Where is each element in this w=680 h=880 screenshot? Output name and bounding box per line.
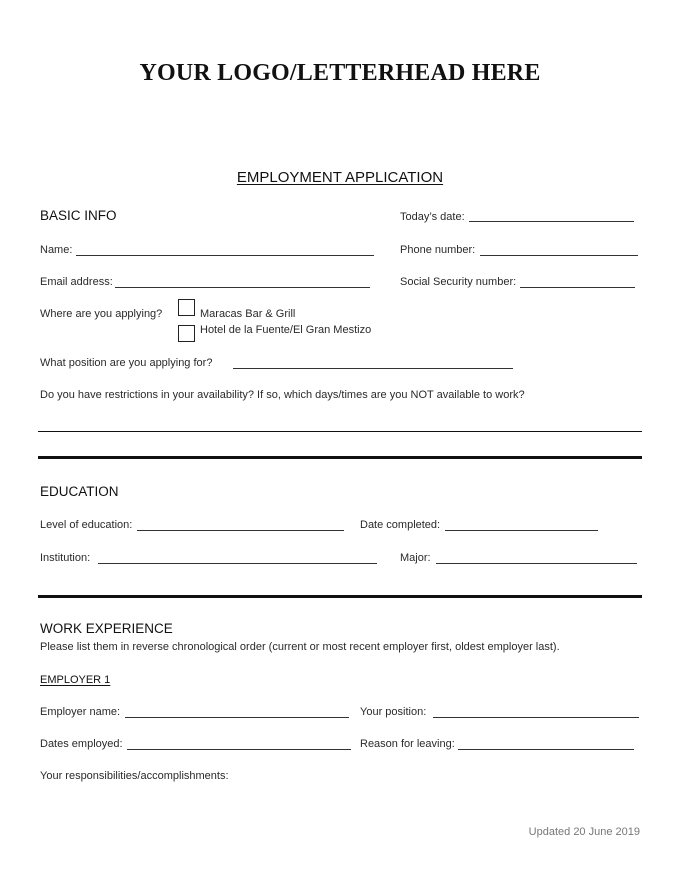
your-position-field[interactable] [433,717,639,718]
institution-field[interactable] [98,563,377,564]
updated-date: Updated 20 June 2019 [528,826,640,838]
education-level-field[interactable] [137,530,344,531]
basic-info-heading: BASIC INFO [40,208,117,223]
availability-restrictions-label: Do you have restrictions in your availability? If so, which days/times are you NOT available to work? [40,389,525,401]
dates-employed-label: Dates employed: [40,738,123,750]
availability-answer-line[interactable] [38,431,642,432]
education-heading: EDUCATION [40,484,119,499]
section-divider [38,595,642,598]
email-label: Email address: [40,276,113,288]
todays-date-label: Today’s date: [400,211,465,223]
location-label-maracas: Maracas Bar & Grill [200,308,296,320]
letterhead-placeholder: YOUR LOGO/LETTERHEAD HERE [139,60,541,86]
location-checkbox-hotel[interactable] [178,325,195,342]
ssn-field[interactable] [520,287,635,288]
institution-label: Institution: [40,552,91,564]
employer-name-label: Employer name: [40,706,121,718]
your-position-label: Your position: [360,706,427,718]
document-title: EMPLOYMENT APPLICATION [236,169,444,186]
major-label: Major: [400,552,431,564]
position-applying-label: What position are you applying for? [40,357,213,369]
date-completed-label: Date completed: [360,519,441,531]
work-experience-heading: WORK EXPERIENCE [40,621,173,636]
email-field[interactable] [115,287,370,288]
reason-for-leaving-label: Reason for leaving: [360,738,455,750]
reason-for-leaving-field[interactable] [458,749,634,750]
name-label: Name: [40,244,73,256]
responsibilities-label: Your responsibilities/accomplishments: [40,770,229,782]
ssn-label: Social Security number: [400,276,517,288]
employer-1-heading: EMPLOYER 1 [40,674,111,686]
section-divider [38,456,642,459]
employer-name-field[interactable] [125,717,349,718]
position-applying-field[interactable] [233,368,513,369]
name-field[interactable] [76,255,374,256]
dates-employed-field[interactable] [127,749,351,750]
education-level-label: Level of education: [40,519,133,531]
major-field[interactable] [436,563,637,564]
phone-label: Phone number: [400,244,476,256]
where-applying-label: Where are you applying? [40,308,163,320]
phone-field[interactable] [480,255,638,256]
todays-date-field[interactable] [469,221,634,222]
work-experience-instructions: Please list them in reverse chronological order (current or most recent employer first, oldest employer last). [40,641,560,653]
date-completed-field[interactable] [445,530,598,531]
location-checkbox-maracas[interactable] [178,299,195,316]
location-label-hotel: Hotel de la Fuente/El Gran Mestizo [200,324,372,336]
